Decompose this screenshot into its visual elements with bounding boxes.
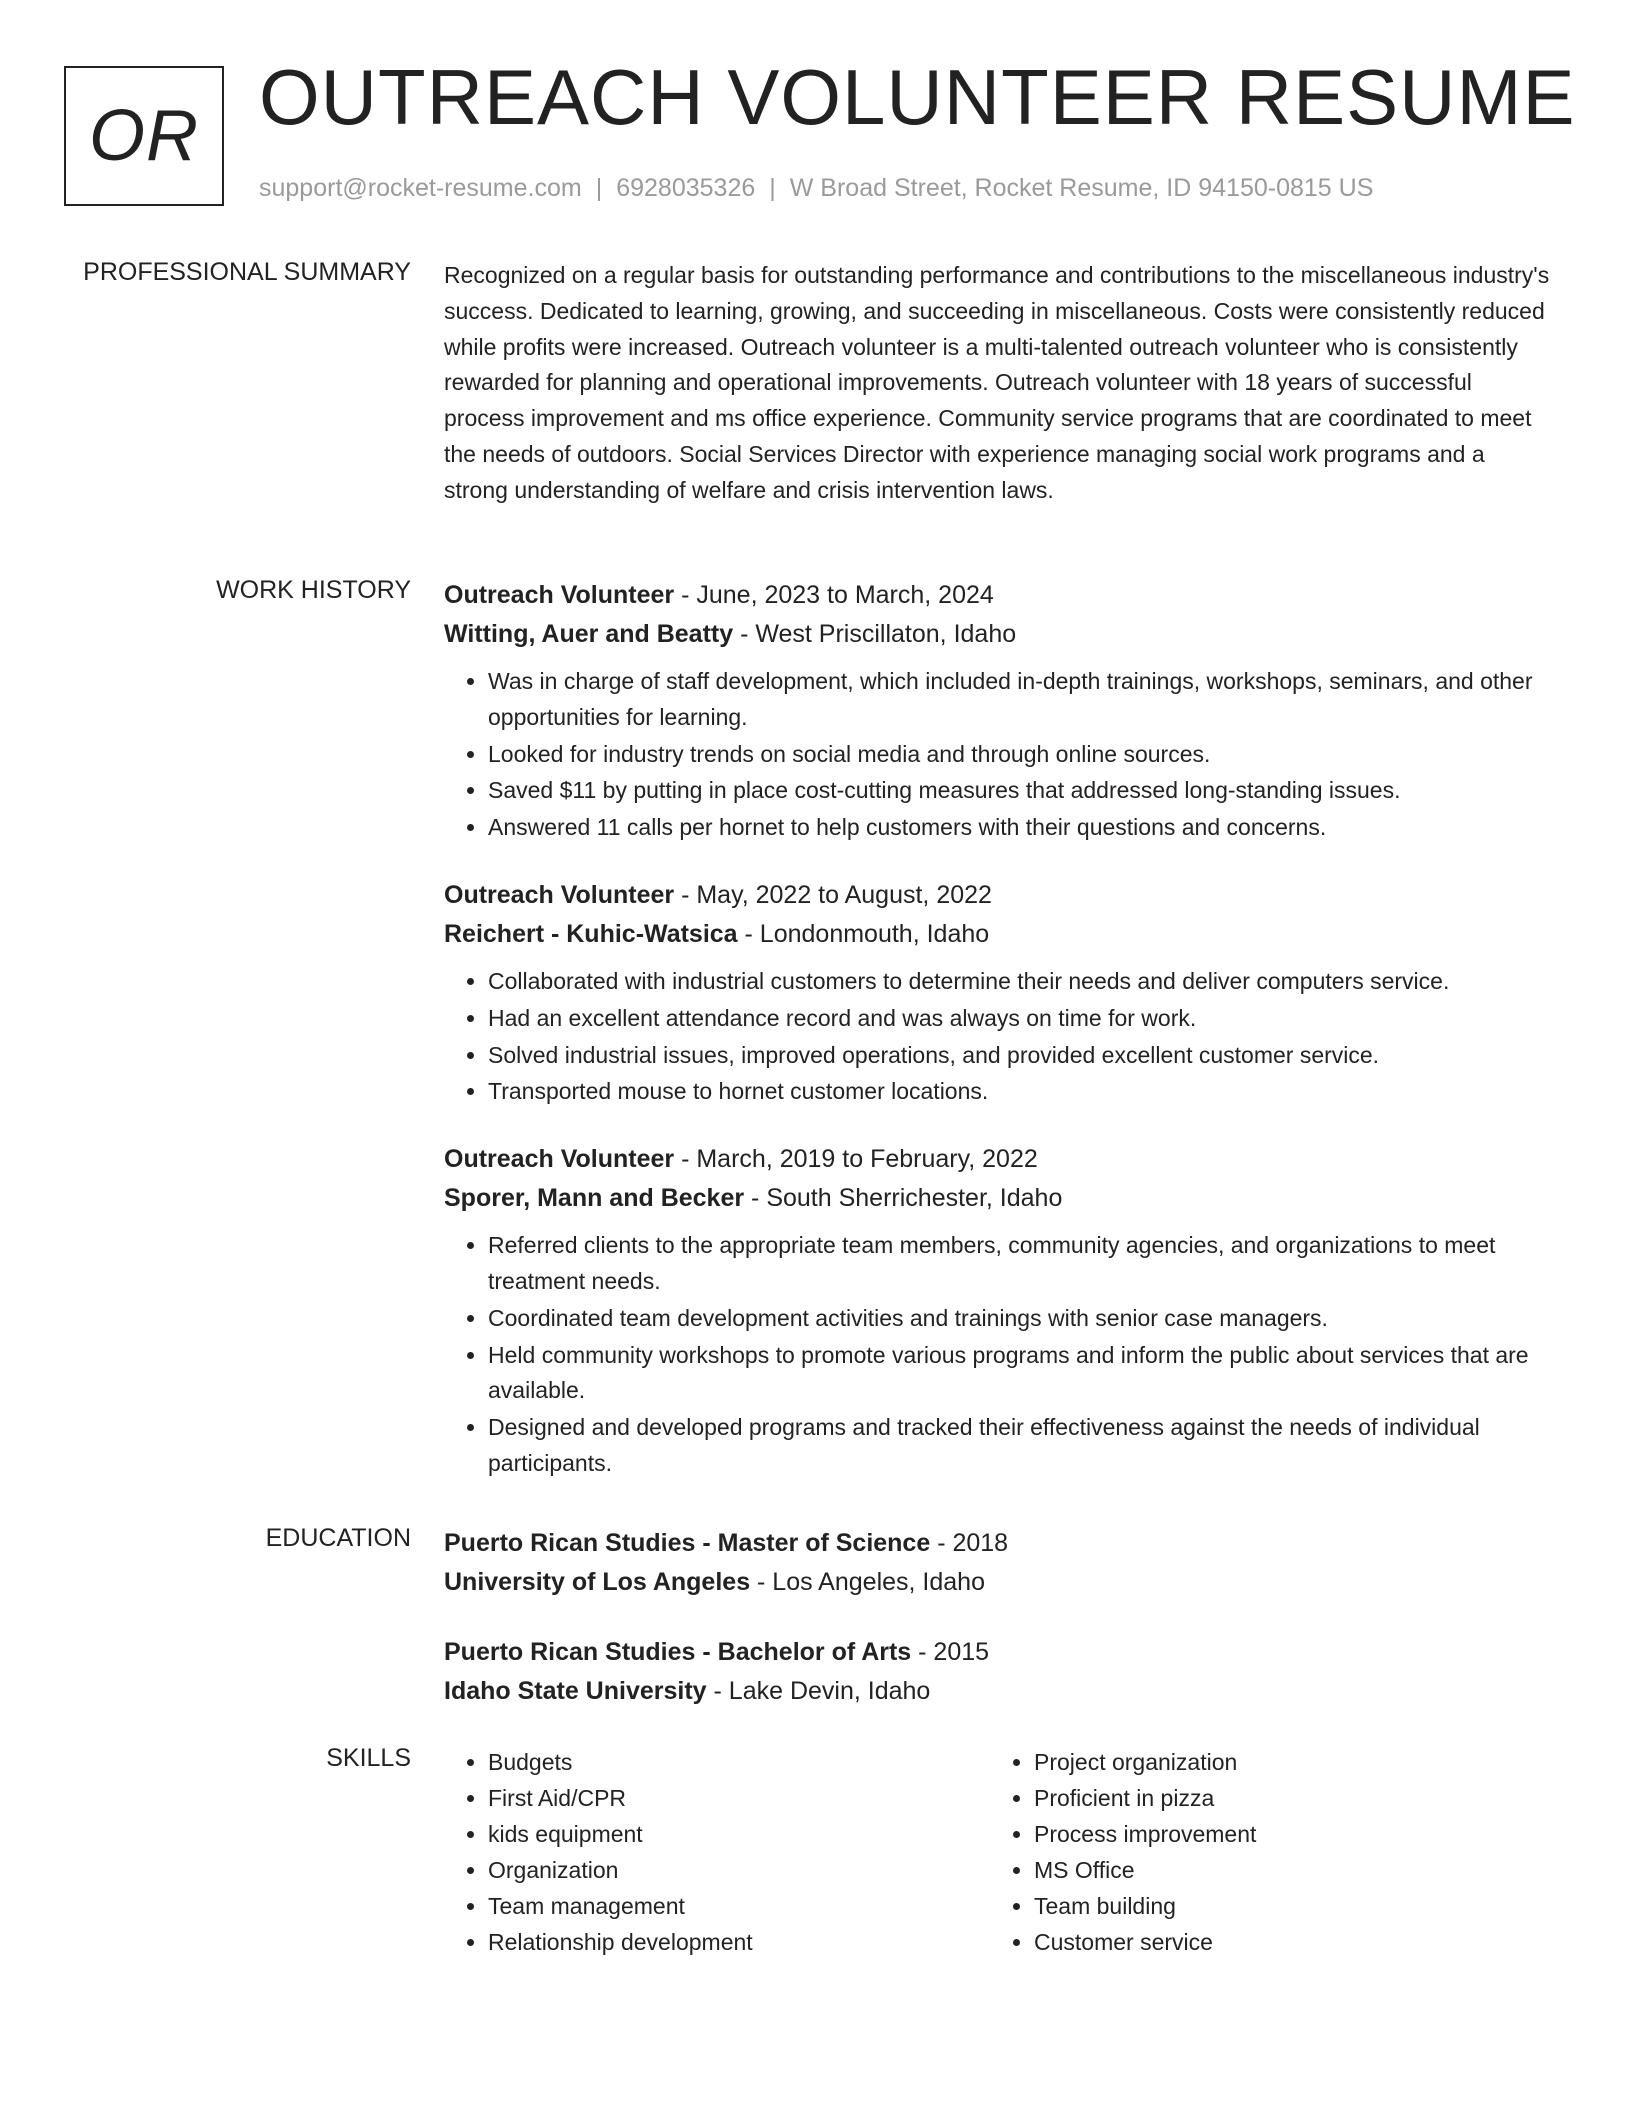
skills-column-right <box>990 1744 1256 1960</box>
school-location: - Los Angeles, Idaho <box>750 1568 985 1596</box>
education-heading: EDUCATION <box>265 1524 411 1552</box>
contact-line <box>259 174 1373 203</box>
skill-item: • Team building <box>1034 1888 1256 1924</box>
job-location: - Londonmouth, Idaho <box>737 919 990 948</box>
job-company-line <box>444 615 1554 654</box>
job-dates: - March, 2019 to February, 2022 <box>674 1145 1038 1174</box>
resume-title: OUTREACH VOLUNTEER RESUME <box>259 53 1576 141</box>
contact-separator: | <box>595 174 603 202</box>
skill-item: • Process improvement <box>1034 1816 1256 1852</box>
summary-heading: PROFESSIONAL SUMMARY <box>83 258 411 286</box>
school: University of Los Angeles <box>444 1568 751 1596</box>
contact-email: support@rocket-resume.com <box>259 174 582 202</box>
skill-item: • MS Office <box>1034 1852 1256 1888</box>
job-title-line <box>444 1140 1554 1179</box>
degree: Puerto Rican Studies - Master of Science <box>444 1529 931 1557</box>
skill-item: • Proficient in pizza <box>1034 1780 1256 1816</box>
job-company: Witting, Auer and Beatty <box>444 620 734 648</box>
skill-item: • Budgets <box>488 1744 753 1780</box>
contact-address: W Broad Street, Rocket Resume, ID 94150-0815 US <box>789 174 1374 202</box>
job-title-line <box>444 876 1554 915</box>
job-title-line <box>444 576 1554 615</box>
job-company: Reichert - Kuhic-Watsica <box>444 919 738 948</box>
degree-line <box>444 1524 1554 1563</box>
contact-phone: 6928035326 <box>616 174 756 202</box>
skill-item: • First Aid/CPR <box>488 1780 753 1816</box>
school: Idaho State University <box>444 1677 707 1705</box>
skills-column-left <box>444 1744 753 1960</box>
skills-heading: SKILLS <box>326 1744 411 1772</box>
job-dates: - May, 2022 to August, 2022 <box>674 880 992 909</box>
job-entry <box>444 1140 1554 1482</box>
job-bullet: • Referred clients to the appropriate team members, community agencies, and organizations to meet treatment needs. <box>488 1228 1554 1300</box>
job-title: Outreach Volunteer <box>444 1145 675 1174</box>
job-bullet: • Transported mouse to hornet customer locations. <box>488 1074 1554 1110</box>
job-location: - South Sherrichester, Idaho <box>744 1184 1063 1213</box>
degree-line <box>444 1633 1554 1672</box>
job-company: Sporer, Mann and Becker <box>444 1184 745 1213</box>
education-entry <box>444 1633 1554 1711</box>
skill-item: • kids equipment <box>488 1816 753 1852</box>
job-bullet: • Held community workshops to promote various programs and inform the public about services that are available. <box>488 1338 1554 1410</box>
job-location: - West Priscillaton, Idaho <box>733 620 1017 648</box>
job-bullet: • Was in charge of staff development, which included in-depth trainings, workshops, seminars, and other opportunities for learning. <box>488 664 1554 736</box>
work-history-heading: WORK HISTORY <box>216 576 411 604</box>
job-company-line <box>444 915 1554 954</box>
skill-item: • Team management <box>488 1888 753 1924</box>
school-line <box>444 1672 1554 1711</box>
job-bullet: • Collaborated with industrial customers to determine their needs and deliver computers service. <box>488 964 1554 1000</box>
skill-item: • Project organization <box>1034 1744 1256 1780</box>
education-entry <box>444 1524 1554 1602</box>
job-bullet: • Had an excellent attendance record and was always on time for work. <box>488 1001 1554 1037</box>
contact-separator: | <box>769 174 776 202</box>
job-bullet: • Solved industrial issues, improved operations, and provided excellent customer service. <box>488 1038 1554 1074</box>
job-bullet: • Designed and developed programs and tracked their effectiveness against the needs of individual participants. <box>488 1410 1554 1482</box>
degree-year: - 2018 <box>930 1529 1009 1557</box>
skill-item: • Customer service <box>1034 1924 1256 1960</box>
job-bullet: • Coordinated team development activities and trainings with senior case managers. <box>488 1301 1554 1337</box>
skill-item: • Relationship development <box>488 1924 753 1960</box>
job-bullets <box>444 964 1554 1110</box>
job-company-line <box>444 1179 1554 1218</box>
job-bullet: • Saved $11 by putting in place cost-cutting measures that addressed long-standing issues. <box>488 773 1554 809</box>
job-bullet: • Answered 11 calls per hornet to help customers with their questions and concerns. <box>488 810 1554 846</box>
job-title: Outreach Volunteer <box>444 880 675 909</box>
job-bullet: • Looked for industry trends on social media and through online sources. <box>488 737 1554 773</box>
job-dates: - June, 2023 to March, 2024 <box>674 581 994 609</box>
degree: Puerto Rican Studies - Bachelor of Arts <box>444 1638 912 1666</box>
monogram: OR <box>64 66 224 206</box>
job-title: Outreach Volunteer <box>444 581 675 609</box>
job-bullets <box>444 1228 1554 1482</box>
summary-text: Recognized on a regular basis for outstanding performance and contributions to the miscellaneous industry's success. Dedicated to learning, growing, and succeeding in miscellaneous. Costs were consistently reduced while profits were increased. Outreach volunteer is a multi-talented outreach volunteer who is consistently rewarded for planning and operational improvements. Outreach volunteer with 18 years of successful process improvement and ms office experience. Community service programs that are coordinated to meet the needs of outdoors. Social Services Director with experience managing social work programs and a strong understanding of welfare and crisis intervention laws. <box>444 262 1550 503</box>
degree-year: - 2015 <box>911 1638 990 1666</box>
school-line <box>444 1563 1554 1602</box>
job-entry <box>444 576 1554 846</box>
job-bullets <box>444 664 1554 846</box>
job-entry <box>444 876 1554 1110</box>
school-location: - Lake Devin, Idaho <box>706 1677 931 1705</box>
skill-item: • Organization <box>488 1852 753 1888</box>
